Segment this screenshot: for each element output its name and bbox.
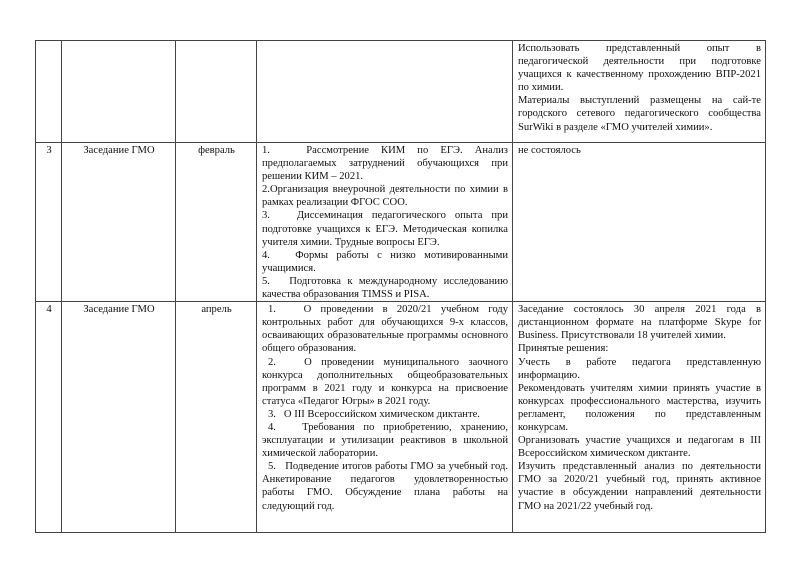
agenda-cell — [257, 41, 513, 143]
result-paragraph: Заседание состоялось 30 апреля 2021 года в дистанционном формате на платформе Skype for Business. Присутствовали 18 учителей химии. — [518, 304, 761, 342]
month-cell: апрель — [176, 302, 257, 533]
agenda-item: 5. Подведение итогов работы ГМО за учебный год. Анкетирование педагогов удовлетворенностью работы ГМО. Обсуждение плана работы на следующий год. — [262, 461, 508, 512]
agenda-item: 2.Организация внеурочной деятельности по химии в рамках реализации ФГОС СОО. — [262, 184, 508, 209]
result-paragraph: Рекомендовать учителям химии принять участие в конкурсах профессионального мастерства, изучить регламент, положения по представленным конкурсам. — [518, 382, 761, 433]
result-paragraph: Изучить представленный анализ по деятельности ГМО за 2020/21 учебный год, принять активное участие в обсуждении направлений деятельности ГМО на 2021/22 учебный год. — [518, 461, 761, 512]
event-cell: Заседание ГМО — [62, 302, 176, 533]
result-paragraph: Организовать участие учащихся и педагогам в III Всероссийском химическом диктанте. — [518, 435, 761, 460]
agenda-item: 4. Формы работы с низко мотивированными учащимися. — [262, 249, 508, 274]
agenda-item: 5. Подготовка к международному исследованию качества образования TIMSS и PISA. — [262, 275, 508, 301]
result-cell — [513, 143, 766, 302]
result-paragraph: Учесть в работе педагога представленную информацию. — [518, 356, 761, 381]
row-number-cell: 4 — [36, 302, 62, 533]
agenda-cell — [257, 143, 513, 302]
event-cell: Заседание ГМО — [62, 143, 176, 302]
result-paragraph: Принятые решения: — [518, 343, 609, 355]
result-paragraph: Материалы выступлений размещены на сай-те городского сетевого педагогического сообщества SurWiki в разделе «ГМО учителей химии». — [518, 95, 761, 133]
month-cell: февраль — [176, 143, 257, 302]
result-cell — [513, 41, 766, 143]
month-cell — [176, 41, 257, 143]
agenda-item: 4. Требования по приобретению, хранению, эксплуатации и утилизации реактивов в школьной химической лаборатории. — [262, 421, 508, 460]
row-number-cell — [36, 41, 62, 143]
agenda-item: 3. Диссеминация педагогического опыта при подготовке учащихся к ЕГЭ. Методическая копилка учителя химии. Трудные вопросы ЕГЭ. — [262, 210, 508, 248]
event-cell — [62, 41, 176, 143]
table-row — [36, 41, 766, 143]
row-number-cell: 3 — [36, 143, 62, 302]
agenda-item: 3. О III Всероссийском химическом диктанте. — [268, 408, 480, 420]
result-paragraph: Использовать представленный опыт в педагогической деятельности при подготовке учащихся к качественному прохождению ВПР-2021 по химии. — [518, 43, 761, 94]
agenda-item: 1. Рассмотрение КИМ по ЕГЭ. Анализ предполагаемых затруднений обучающихся при решении КИМ – 2021. — [262, 145, 508, 183]
agenda-item: 2. О проведении муниципального заочного конкурса дополнительных общеобразовательных программ в 2021 году и конкурса на присвоение статуса «Педагог Югры» в 2021 году. — [262, 356, 508, 407]
table-row — [36, 302, 766, 533]
result-cell — [513, 302, 766, 533]
gmo-work-plan-table — [35, 40, 766, 533]
table-row — [36, 143, 766, 302]
agenda-cell — [257, 302, 513, 533]
result-paragraph: не состоялось — [518, 145, 581, 156]
agenda-item: 1. О проведении в 2020/21 учебном году контрольных работ для обучающихся 9-х классов, осваивающих образовательные программы основного общего образования. — [262, 304, 508, 355]
